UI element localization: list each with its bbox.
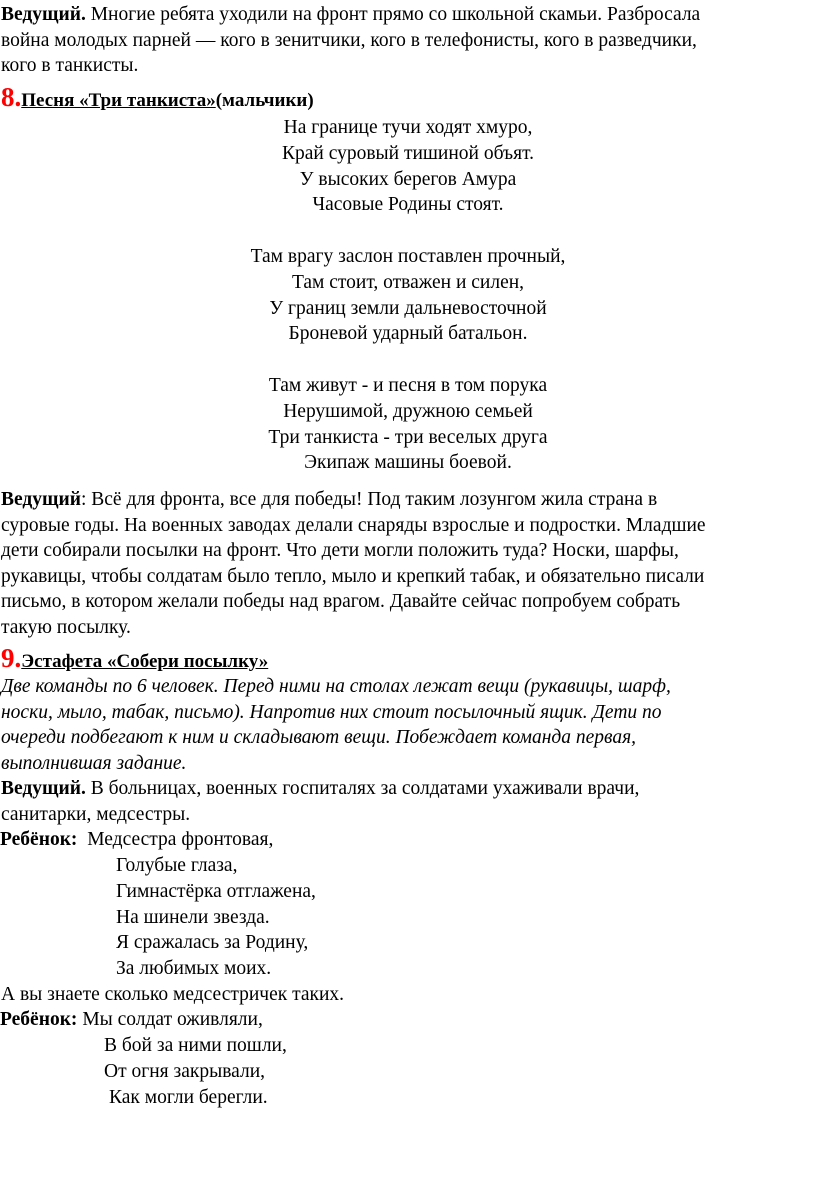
child-2-line-4: Как могли берегли.: [109, 1086, 268, 1108]
song-lyrics: [0, 115, 816, 476]
host-2-line-3: дети собирали посылки на фронт. Что дети могли положить туда? Носки, шарфы,: [1, 540, 679, 562]
child-1-line-1: Медсестра фронтовая,: [77, 829, 274, 850]
host-paragraph-3: [0, 776, 801, 827]
intro-speaker: Ведущий.: [1, 4, 86, 25]
child-2-verse: [0, 1007, 263, 1033]
song-line: Там стоит, отважен и силен,: [291, 271, 525, 293]
section-9-number: 9.: [1, 643, 22, 673]
host-2-speaker: Ведущий: [1, 489, 81, 510]
intro-line-3: кого в танкисты.: [1, 55, 139, 77]
child-1-line-4: На шинели звезда.: [116, 906, 270, 928]
child-2-verse-cont: [104, 1033, 287, 1110]
child-2-line-3: От огня закрывали,: [104, 1060, 266, 1082]
song-line: Броневой ударный батальон.: [288, 323, 528, 345]
host-2-line-1: Всё для фронта, все для победы! Под таким лозунгом жила страна в: [86, 489, 658, 510]
question-line: [1, 982, 344, 1008]
relay-line-1: Две команды по 6 человек. Перед ними на столах лежат вещи (рукавицы, шарф,: [1, 676, 671, 697]
host-3-line-2: санитарки, медсестры.: [1, 803, 191, 825]
section-8-title: Песня «Три танкиста»: [21, 90, 216, 111]
child-1-verse: [0, 827, 273, 853]
song-line: На границе тучи ходят хмуро,: [283, 117, 533, 138]
section-8-heading: [0, 84, 314, 114]
relay-description: [0, 674, 801, 776]
child-1-line-6: За любимых моих.: [116, 958, 272, 980]
child-2-line-2: В бой за ними пошли,: [104, 1035, 287, 1056]
question-text: А вы знаете сколько медсестричек таких.: [1, 984, 345, 1005]
song-line: Край суровый тишиной объят.: [281, 142, 535, 164]
child-1-line-5: Я сражалась за Родину,: [116, 932, 309, 954]
song-line: Три танкиста - три веселых друга: [268, 426, 548, 448]
host-3-line-1: В больницах, военных госпиталях за солдатами ухаживали врачи,: [85, 778, 640, 799]
host-paragraph-2: [0, 487, 801, 641]
relay-line-4: выполнившая задание.: [1, 752, 187, 774]
host-2-line-2: суровые годы. На военных заводах делали снаряды взрослые и подростки. Младшие: [1, 514, 706, 536]
host-2-line-6: такую посылку.: [1, 616, 131, 638]
host-2-colon: :: [80, 489, 87, 510]
child-1-line-3: Гимнастёрка отглажена,: [116, 880, 316, 902]
song-line: У высоких берегов Амура: [299, 168, 517, 190]
section-8-number: 8.: [1, 82, 22, 112]
child-2-speaker: Ребёнок:: [0, 1009, 78, 1030]
song-line: Нерушимой, дружною семьей: [283, 400, 533, 422]
song-line: Часовые Родины стоят.: [312, 194, 504, 216]
song-line: Экипаж машины боевой.: [304, 452, 512, 474]
host-3-speaker: Ведущий.: [1, 778, 86, 799]
section-9-title: Эстафета «Собери посылку»: [21, 651, 269, 672]
child-1-speaker: Ребёнок:: [0, 829, 78, 850]
song-line: Там врагу заслон поставлен прочный,: [250, 245, 566, 267]
intro-paragraph: [0, 2, 801, 79]
intro-line-1: Многие ребята уходили на фронт прямо со школьной скамьи. Разбросала: [90, 4, 701, 25]
intro-line-2: война молодых парней — кого в зенитчики, кого в телефонисты, кого в разведчики,: [1, 29, 697, 51]
host-2-line-4: рукавицы, чтобы солдатам было тепло, мыло и крепкий табак, и обязательно писали: [1, 565, 705, 587]
song-line: Там живут - и песня в том порука: [268, 374, 548, 396]
section-8-suffix: (мальчики): [215, 90, 314, 111]
relay-line-3: очереди подбегают к ним и складывают вещи. Побеждает команда первая,: [1, 727, 637, 749]
child-1-verse-cont: [116, 853, 316, 982]
relay-line-2: носки, мыло, табак, письмо). Напротив них стоит посылочный ящик. Дети по: [1, 701, 662, 723]
song-line: У границ земли дальневосточной: [269, 297, 547, 319]
section-9-heading: [0, 645, 268, 675]
host-2-line-5: письмо, в котором желали победы над врагом. Давайте сейчас попробуем собрать: [1, 591, 681, 613]
child-1-line-2: Голубые глаза,: [116, 855, 238, 876]
child-2-line-1: Мы солдат оживляли,: [77, 1009, 263, 1030]
